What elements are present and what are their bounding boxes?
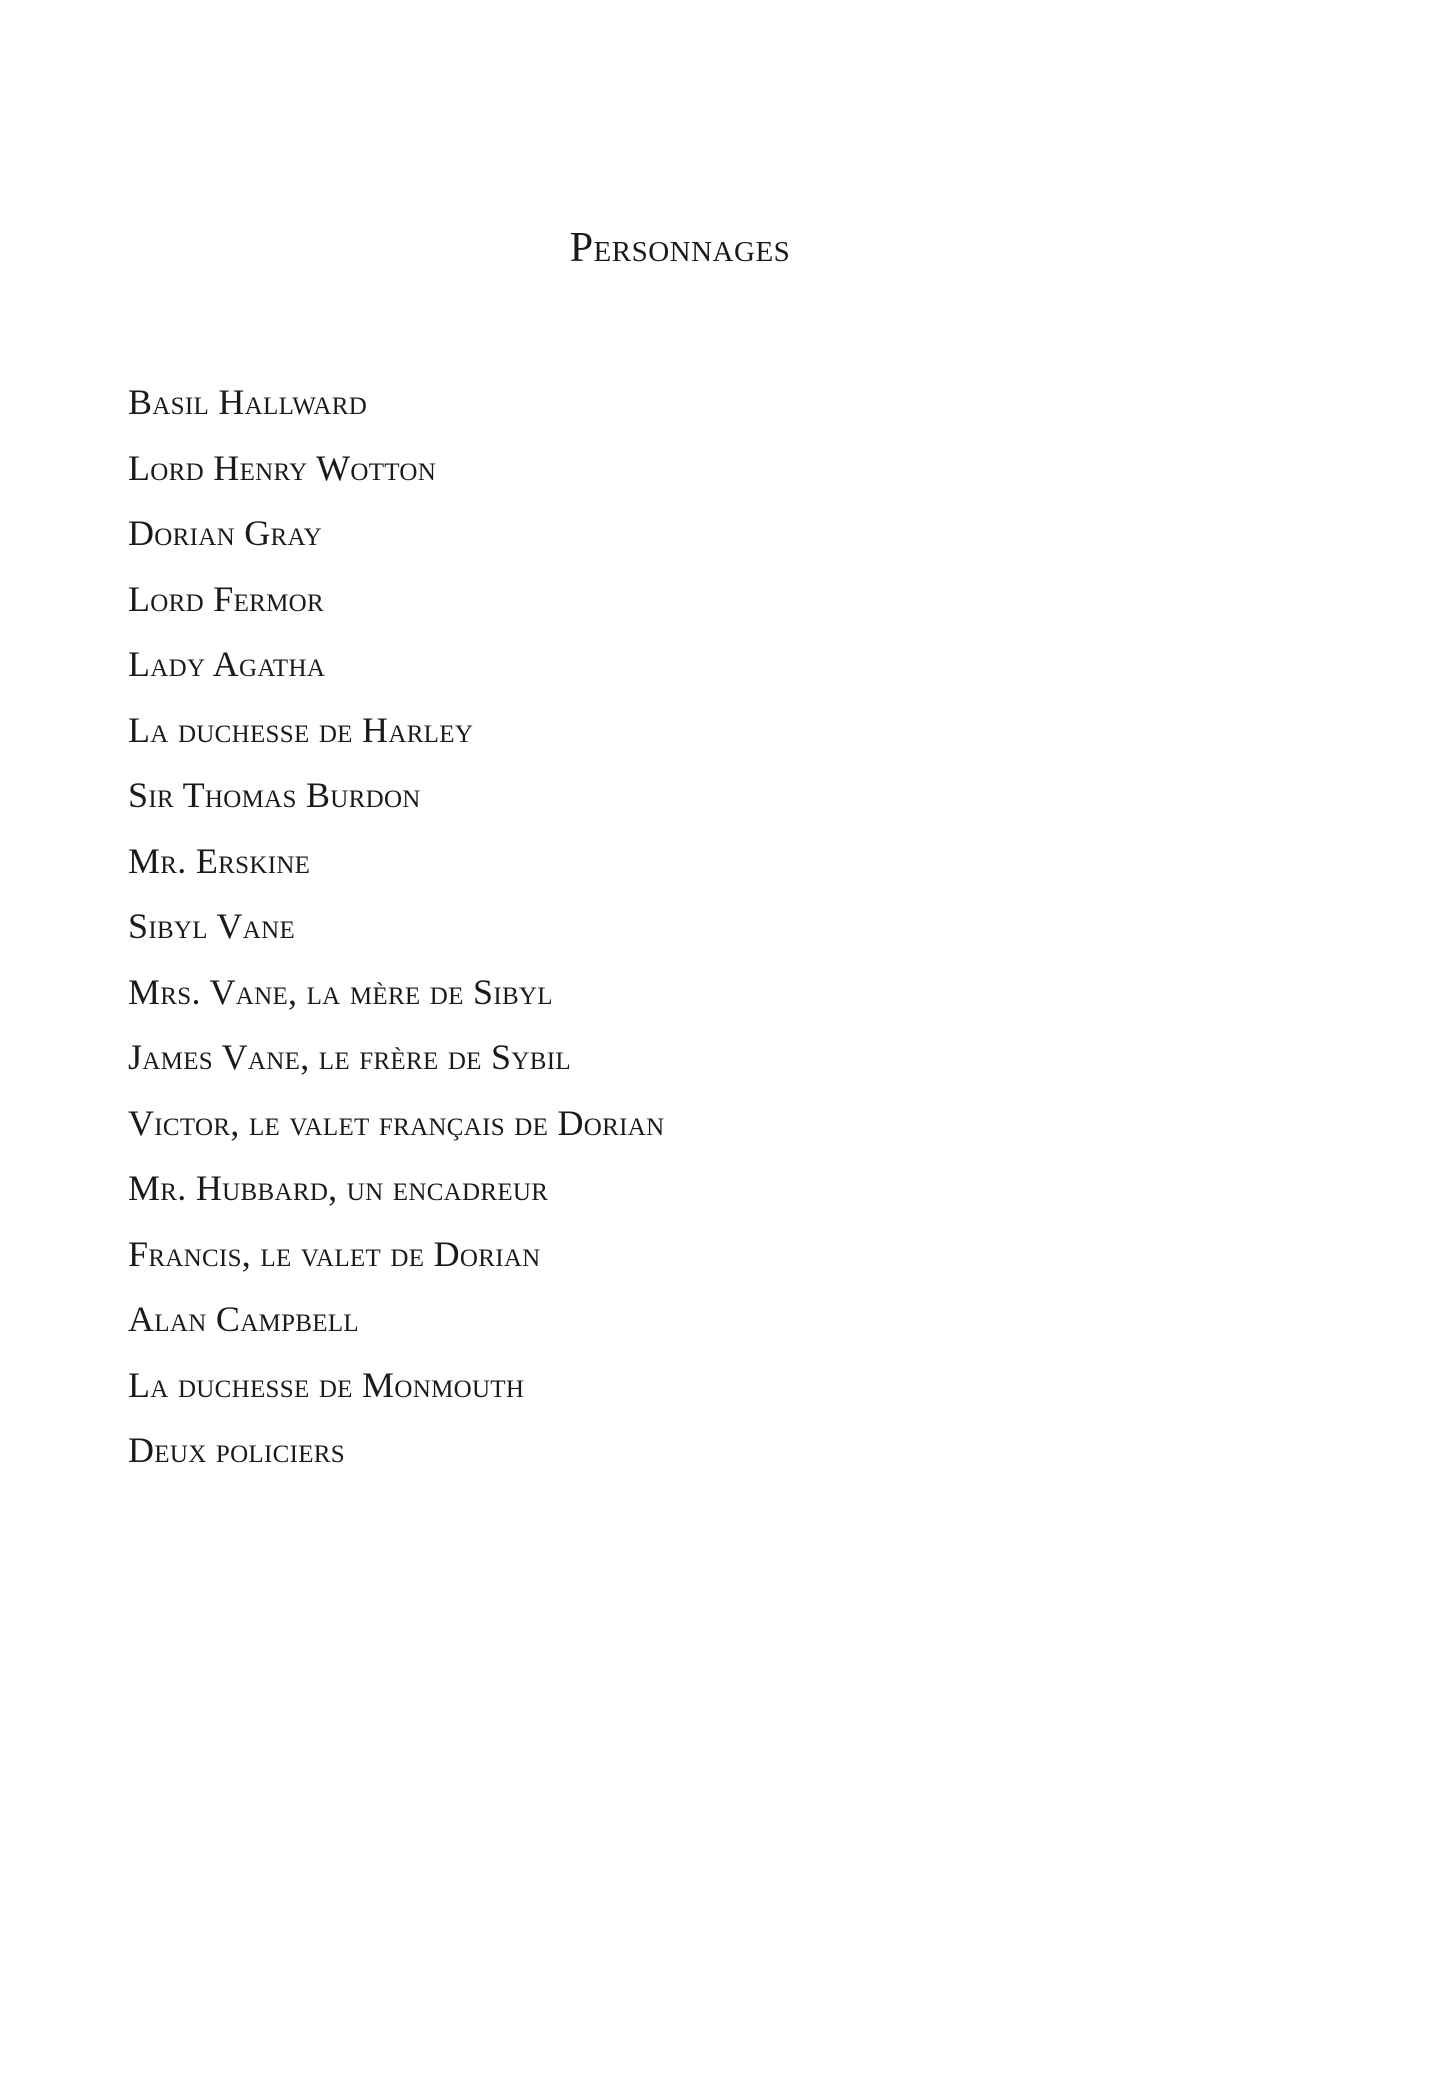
list-item: James Vane, le frère de Sybil — [128, 1037, 571, 1077]
list-item: La duchesse de Monmouth — [128, 1364, 525, 1405]
list-item: Sibyl Vane — [128, 906, 296, 946]
list-item: Mr. Erskine — [128, 840, 311, 881]
page-title: Personnages — [569, 225, 791, 271]
list-item: Mr. Hubbard, un encadreur — [128, 1168, 549, 1208]
list-item: Lady Agatha — [128, 644, 326, 684]
list-item: Alan Campbell — [128, 1299, 359, 1339]
list-item: Dorian Gray — [128, 513, 322, 553]
list-item: La duchesse de Harley — [128, 709, 474, 750]
list-item: Deux policiers — [128, 1430, 345, 1470]
list-item: Lord Henry Wotton — [128, 447, 437, 488]
list-item: Lord Fermor — [128, 578, 324, 619]
list-item: Basil Hallward — [128, 382, 368, 422]
list-item: Mrs. Vane, la mère de Sibyl — [128, 971, 553, 1012]
character-list — [128, 370, 664, 1484]
list-item: Sir Thomas Burdon — [128, 775, 421, 815]
list-item: Francis, le valet de Dorian — [128, 1233, 541, 1274]
list-item: Victor, le valet français de Dorian — [128, 1102, 665, 1143]
